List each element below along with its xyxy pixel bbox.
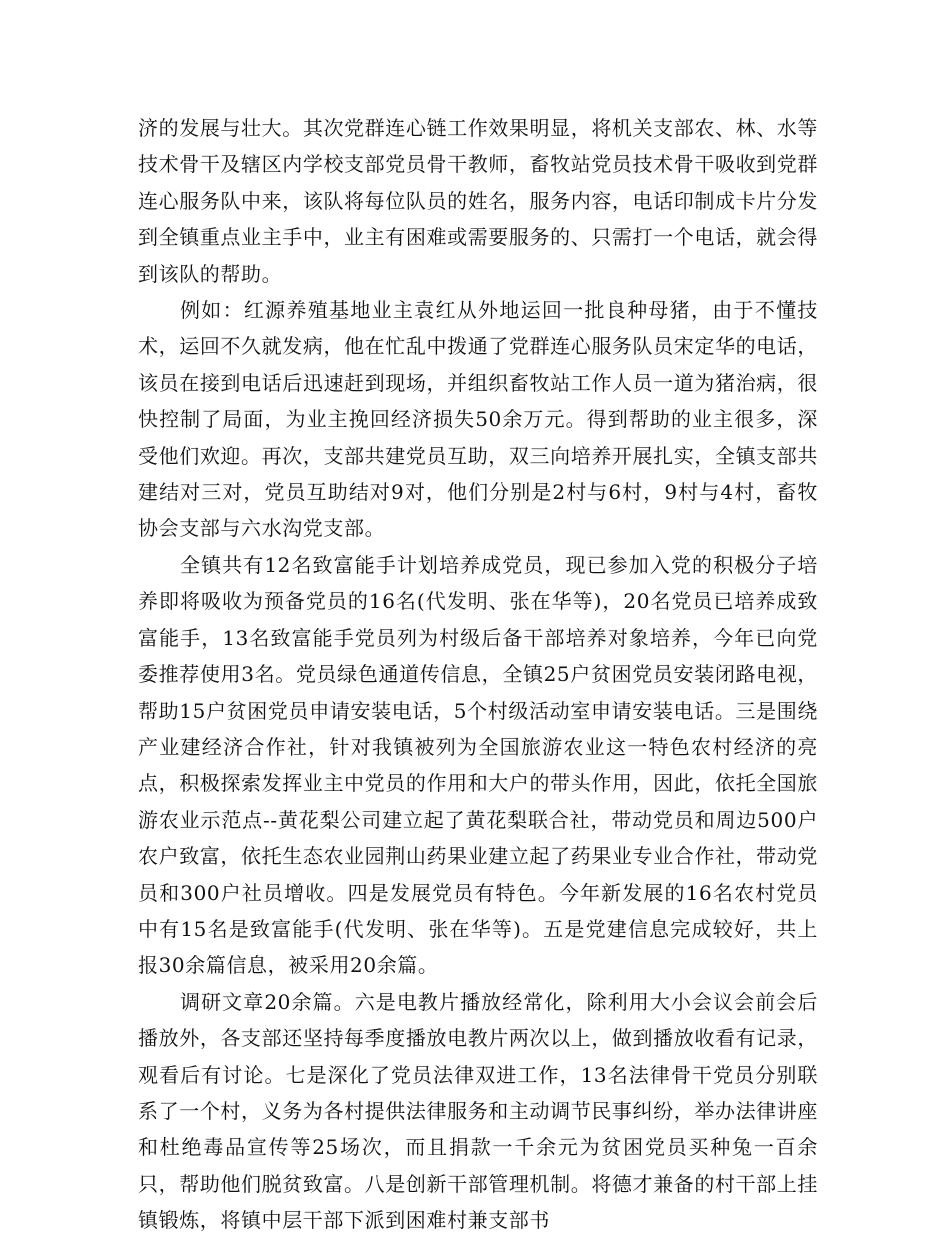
paragraph-1: 济的发展与壮大。其次党群连心链工作效果明显，将机关支部农、林、水等技术骨干及辖区内学校支部党员骨干教师，畜牧站党员技术骨干吸收到党群连心服务队中来，该队将每位队员的姓名，服务内容，电话印制成卡片分发到全镇重点业主手中，业主有困难或需要服务的、只需打一个电话，就会得到该队的帮助。 [138, 116, 818, 286]
paragraph-3: 全镇共有12名致富能手计划培养成党员，现已参加入党的积极分子培养即将吸收为预备党员的16名(代发明、张在华等)，20名党员已培养成致富能手，13名致富能手党员列为村级后备干部培养对象培养，今年已向党委推荐使用3名。党员绿色通道传信息，全镇25户贫困党员安装闭路电视，帮助15户贫困党员申请安装电话，5个村级活动室申请安装电话。三是围绕产业建经济合作社，针对我镇被列为全国旅游农业这一特色农村经济的亮点，积极探索发挥业主中党员的作用和大户的带头作用，因此，依托全国旅游农业示范点--黄花梨公司建立起了黄花梨联合社，带动党员和周边500户农户致富，依托生态农业园荆山药果业建立起了药果业专业合作社，带动党员和300户社员增收。四是发展党员有特色。今年新发展的16名农村党员中有15名是致富能手(代发明、张在华等)。五是党建信息完成较好，共上报30余篇信息，被采用20余篇。 [138, 552, 818, 978]
paragraph-2: 例如：红源养殖基地业主袁红从外地运回一批良种母猪，由于不懂技术，运回不久就发病，他在忙乱中拨通了党群连心服务队员宋定华的电话，该员在接到电话后迅速赶到现场，并组织畜牧站工作人员一道为猪治病，很快控制了局面，为业主挽回经济损失50余万元。得到帮助的业主很多，深受他们欢迎。再次，支部共建党员互助，双三向培养开展扎实，全镇支部共建结对三对，党员互助结对9对，他们分别是2村与6村，9村与4村，畜牧协会支部与六水沟党支部。 [138, 298, 818, 541]
paragraph-4: 调研文章20余篇。六是电教片播放经常化，除利用大小会议会前会后播放外，各支部还坚持每季度播放电教片两次以上，做到播放收看有记录，观看后有讨论。七是深化了党员法律双进工作，13名法律骨干党员分别联系了一个村，义务为各村提供法律服务和主动调节民事纠纷，举办法律讲座和杜绝毒品宣传等25场次，而且捐款一千余元为贫困党员买种兔一百余只，帮助他们脱贫致富。八是创新干部管理机制。将德才兼备的村干部上挂镇锻炼，将镇中层干部下派到困难村兼支部书 [138, 989, 818, 1233]
document-body [138, 110, 818, 1239]
